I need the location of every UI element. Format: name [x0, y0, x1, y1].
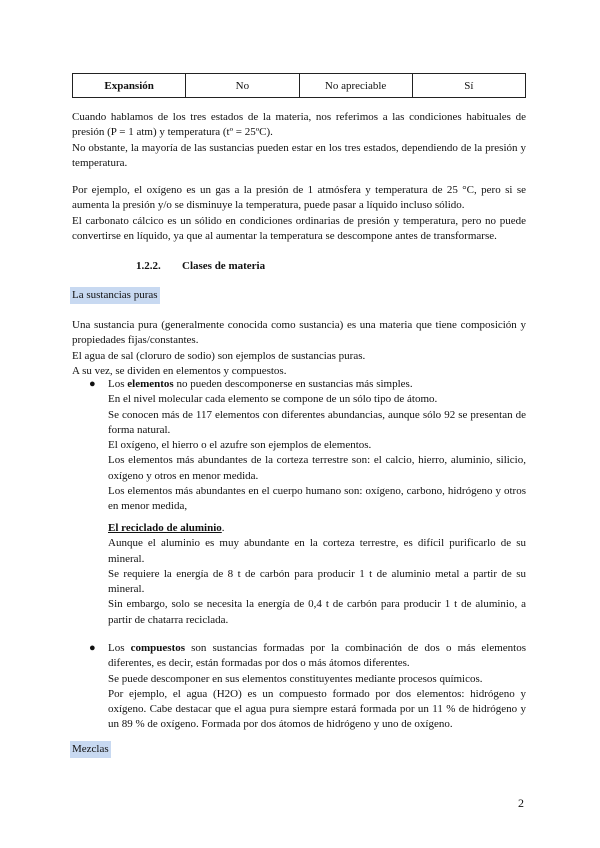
pure-substances-heading: La sustancias puras — [70, 287, 160, 304]
text-line: temperatura. — [72, 156, 128, 169]
pure-substances-intro — [72, 318, 526, 379]
recycling-title: El reciclado de aluminio. — [108, 522, 225, 534]
elements-first-line: Los elementos no pueden descomponerse en sustancias más simples. — [108, 378, 413, 390]
table-row-label: Expansión — [73, 74, 186, 98]
intro-paragraph — [72, 110, 526, 171]
section-heading — [136, 260, 265, 272]
text-line: El agua de sal (cloruro de sodio) son ejemplos de sustancias puras. — [72, 349, 366, 362]
text-line: presión (P = 1 atm) y temperatura (tº = 25ºC). — [72, 126, 273, 139]
text-line: oxígeno y otros en menor medida. — [108, 469, 259, 482]
text-line: en menor medida, — [108, 500, 188, 513]
table-cell-gas: Sí — [412, 74, 525, 98]
text-line: convertirse en líquido, ya que al aumentar la temperatura se descompone antes de transformarse. — [72, 229, 497, 242]
table-cell-solid: No — [186, 74, 299, 98]
text-line: Una sustancia pura (generalmente conocida como sustancia) es una materia que tiene composición y — [72, 319, 526, 331]
states-properties-table — [72, 73, 526, 98]
text-line: aumenta la presión y/o se disminuye la temperatura, puede pasar a líquido incluso sólido. — [72, 199, 465, 212]
text-line: Se puede descomponer en sus elementos constituyentes mediante procesos químicos. — [108, 672, 483, 685]
compounds-first-line: Los compuestos son sustancias formadas por la combinación de dos o más elementos — [108, 642, 526, 654]
text-line: Se requiere la energía de 8 t de carbón para producir 1 t de aluminio metal a partir de su — [108, 567, 526, 580]
text-line: oxígeno. Cabe destacar que el agua pura siempre estará formada por un 11 % de hidrógeno y — [108, 703, 526, 716]
examples-paragraph — [72, 183, 526, 244]
elements-item — [108, 377, 526, 515]
compounds-term: compuestos — [130, 642, 186, 654]
mixtures-heading: Mezclas — [70, 741, 111, 758]
text-line: En el nivel molecular cada elemento se compone de un sólo tipo de átomo. — [108, 393, 438, 406]
text-line: Cuando hablamos de los tres estados de la materia, nos referimos a las condiciones habituales de — [72, 111, 526, 123]
elements-bullet: ● — [89, 378, 96, 390]
text-line: Por ejemplo, el oxígeno es un gas a la presión de 1 atmósfera y temperatura de 25 °C, pero si se — [72, 184, 526, 196]
compounds-item — [108, 641, 526, 733]
recycling-box — [108, 521, 526, 628]
section-title: Clases de materia — [182, 260, 266, 272]
text-line: Se conocen más de 117 elementos con diferentes abundancias, aunque sólo 92 se presentan de — [108, 408, 526, 421]
text-line: Los elementos más abundantes en el cuerpo humano son: oxígeno, carbono, hidrógeno y otros — [108, 485, 526, 498]
text-line: Aunque el aluminio es muy abundante en la corteza terrestre, es difícil purificarlo de su — [108, 537, 526, 550]
text-line: El carbonato cálcico es un sólido en condiciones ordinarias de presión y temperatura, pero no puede — [72, 214, 526, 227]
text-line: Sin embargo, solo se necesita la energía de 0,4 t de carbón para producir 1 t de aluminio, a — [108, 598, 526, 611]
text-line: propiedades fijas/constantes. — [72, 334, 199, 347]
table-row — [73, 74, 526, 98]
text-line: Por ejemplo, el agua (H2O) es un compuesto formado por dos elementos: hidrógeno y — [108, 687, 526, 700]
text-line: El oxígeno, el hierro o el azufre son ejemplos de elementos. — [108, 439, 372, 452]
text-line: mineral. — [108, 552, 145, 565]
table-cell-liquid: No apreciable — [299, 74, 412, 98]
text-line: diferentes, es decir, están formadas por dos o más átomos diferentes. — [108, 657, 410, 670]
text-line: No obstante, la mayoría de las sustancias pueden estar en los tres estados, dependiendo de la presión y — [72, 141, 526, 154]
text-line: un 89 % de oxígeno. Formada por dos átomos de hidrógeno y uno de oxígeno. — [108, 718, 453, 731]
page-number: 2 — [518, 796, 524, 810]
text-line: mineral. — [108, 583, 145, 596]
text-line: forma natural. — [108, 423, 171, 436]
text-line: Los elementos más abundantes de la corteza terrestre son: el calcio, hierro, aluminio, silicio, — [108, 454, 526, 467]
text-line: A su vez, se dividen en elementos y compuestos. — [72, 364, 287, 377]
text-line: partir de chatarra reciclada. — [108, 613, 229, 626]
compounds-bullet: ● — [89, 642, 96, 654]
section-number: 1.2.2. — [136, 260, 161, 272]
elements-term: elementos — [127, 378, 174, 390]
